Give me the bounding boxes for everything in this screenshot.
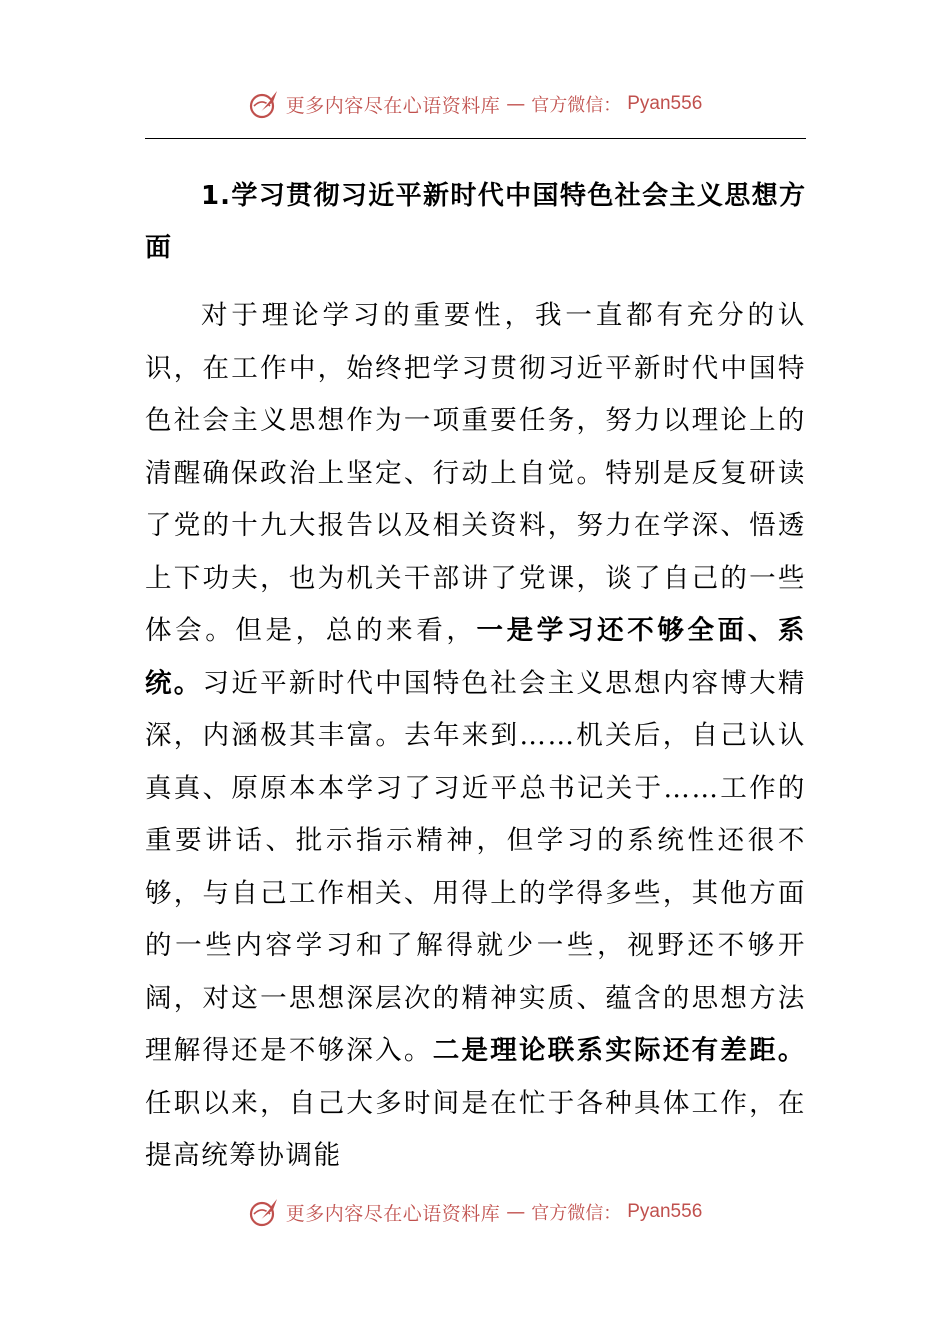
header-brand-text: 更多内容尽在心语资料库 xyxy=(285,94,501,117)
footer-brand xyxy=(248,1196,703,1228)
header-brand xyxy=(248,88,703,120)
body-paragraph xyxy=(145,290,806,1183)
quill-logo-icon xyxy=(248,1196,280,1228)
footer-wechat-label: 官方微信： xyxy=(531,1203,622,1224)
document-body xyxy=(145,152,806,1183)
quill-logo-icon xyxy=(248,88,280,120)
paragraph-text-2: 习近平新时代中国特色社会主义思想内容博大精深，内涵极其丰富。去年来到……机关后，自己认认真真、原原本本学习了习近平总书记关于……工作的重要讲话、批示指示精神，但学习的系统性还很不够，与自己工作相关、用得上的学得多些，其他方面的一些内容学习和了解得就少一些，视野还不够开阔，对这一思想深层次的精神实质、蕴含的思想方法理解得还是不够深入。 xyxy=(145,667,806,1066)
paragraph-text-3: 任职以来，自己大多时间是在忙于各种具体工作，在提高统筹协调能 xyxy=(145,1087,806,1171)
header-dash: — xyxy=(506,93,526,115)
header-wechat-handle: Pyan556 xyxy=(627,93,703,114)
paragraph-text-1: 对于理论学习的重要性，我一直都有充分的认识，在工作中，始终把学习贯彻习近平新时代中国特色社会主义思想作为一项重要任务，努力以理论上的清醒确保政治上坚定、行动上自觉。特别是反复研读了党的十九大报告以及相关资料，努力在学深、悟透上下功夫，也为机关干部讲了党课，谈了自己的一些体会。但是，总的来看， xyxy=(145,300,806,646)
emphasis-point-1: 一是学习还不够全面、系统。 xyxy=(145,615,806,699)
header-wechat-label: 官方微信： xyxy=(531,95,622,116)
page-header xyxy=(0,84,950,124)
footer-dash: — xyxy=(506,1201,526,1223)
footer-wechat-handle: Pyan556 xyxy=(627,1201,703,1222)
emphasis-point-2: 二是理论联系实际还有差距。 xyxy=(432,1035,806,1066)
page-footer xyxy=(0,1192,950,1232)
footer-brand-text: 更多内容尽在心语资料库 xyxy=(285,1202,501,1225)
section-heading: 1.学习贯彻习近平新时代中国特色社会主义思想方面 xyxy=(145,181,806,263)
header-divider xyxy=(145,138,806,139)
